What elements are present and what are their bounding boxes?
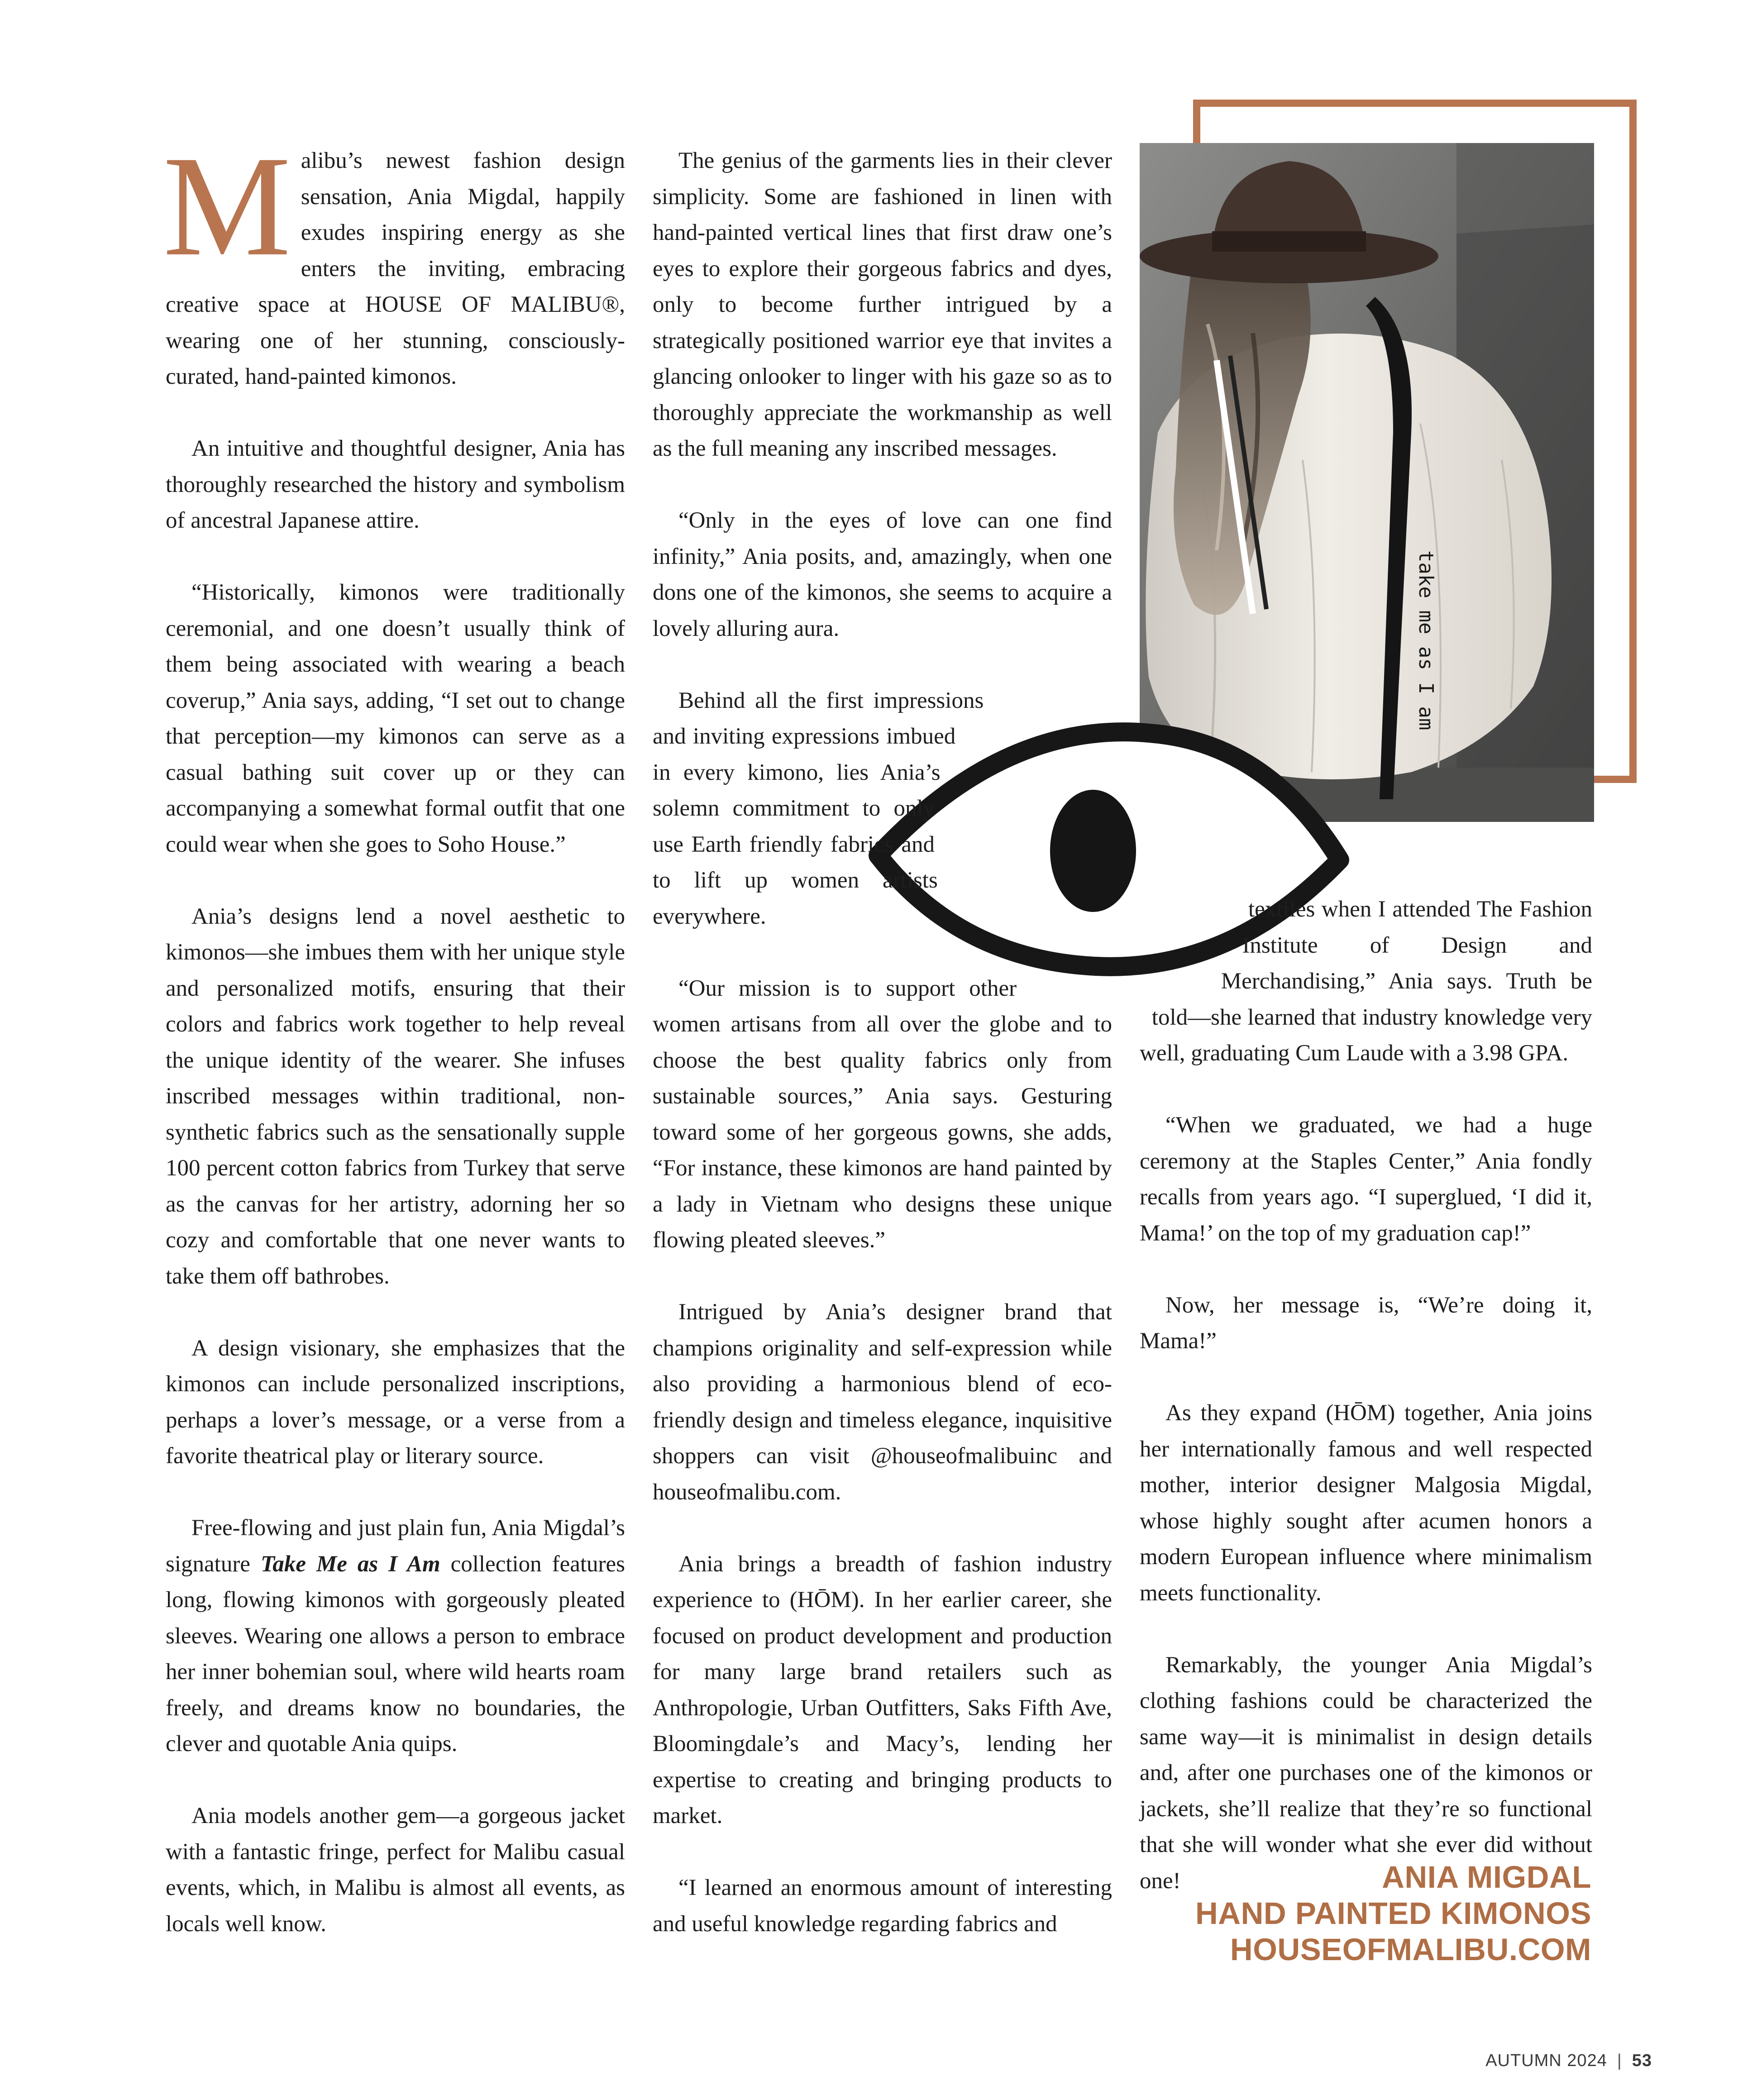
article-column-3 bbox=[1140, 892, 1592, 1935]
drop-cap: M bbox=[163, 126, 291, 286]
lead-paragraph: Malibu’s newest fashion design sensation, Ania Migdal, happily exudes inspiring energy as she enters the inviting, embracing creative space at HOUSE OF MALIBU®, wearing one of her stunning, consciously-curated, hand-painted kimonos. bbox=[163, 126, 625, 389]
paragraph: An intuitive and thoughtful designer, Ania has thoroughly researched the history and symbolism of ancestral Japanese attire. bbox=[166, 436, 625, 533]
paragraph: Behind all the first impressions and inviting expressions imbued in every kimono, lies Ania’s solemn commitment to only use Earth friendly fabrics and to lift up women artists everywhere. bbox=[653, 687, 984, 929]
paragraph: Remarkably, the younger Ania Migdal’s clothing fashions could be characterized the same way—it is minimalist in design details and, after one purchases one of the kimonos or jackets, she’ll realize that they’re so functional that she will wonder what she ever did without one! bbox=[1140, 1652, 1592, 1894]
page-number: 53 bbox=[1632, 2051, 1652, 2070]
paragraph: “When we graduated, we had a huge ceremony at the Staples Center,” Ania fondly recalls from years ago. “I superglued, ‘I did it, Mama!’ on the top of my graduation cap!” bbox=[1140, 1112, 1592, 1246]
paragraph: Ania brings a breadth of fashion industry experience to (HŌM). In her earlier career, she focused on product development and production for many large brand retailers such as Anthropologie, Urban Outfitters, Saks Fifth Ave, Bloomingdale’s and Macy’s, lending her expertise to creating and bringing products to market. bbox=[653, 1551, 1112, 1828]
paragraph: A design visionary, she emphasizes that the kimonos can include personalized inscriptions, perhaps a lover’s message, or a verse from a favorite theatrical play or literary source. bbox=[166, 1335, 625, 1469]
issue-label: AUTUMN 2024 bbox=[1485, 2051, 1607, 2070]
paragraph: “Only in the eyes of love can one find infinity,” Ania posits, and, amazingly, when one dons one of the kimonos, she seems to acquire a lovely alluring aura. bbox=[653, 508, 1112, 641]
credit-website: HOUSEOFMALIBU.COM bbox=[1230, 1932, 1591, 1967]
paragraph: Free-flowing and just plain fun, Ania Migdal’s signature Take Me as I Am collection features long, flowing kimonos with gorgeously pleated sleeves. Wearing one allows a person to embrace her inner bohemian soul, where wild hearts roam freely, and dreams know no boundaries, the clever and quotable Ania quips. bbox=[166, 1515, 625, 1756]
paragraph: As they expand (HŌM) together, Ania joins her internationally famous and well respected mother, interior designer Malgosia Migdal, whose highly sought after acumen honors a modern European influence where minimalism meets functionality. bbox=[1140, 1400, 1592, 1606]
footer-separator: | bbox=[1617, 2051, 1622, 2070]
collection-title: Take Me as I Am bbox=[260, 1551, 440, 1577]
credit-name: ANIA MIGDAL bbox=[1382, 1860, 1591, 1895]
designer-credit bbox=[1132, 1859, 1591, 1968]
paragraph: Intrigued by Ania’s designer brand that champions originality and self-expression while also providing a harmonious blend of eco-friendly design and timeless elegance, inquisitive shoppers can visit @houseofmalibuinc and houseofmalibu.com. bbox=[653, 1299, 1112, 1505]
credit-tagline: HAND PAINTED KIMONOS bbox=[1195, 1896, 1591, 1931]
paragraph: “Historically, kimonos were traditionally ceremonial, and one doesn’t usually think of them being associated with wearing a beach coverup,” Ania says, adding, “I set out to change that perception—my kimonos can serve as a casual bathing suit cover up or they can accompanying a somewhat formal outfit that one could wear when she goes to Soho House.” bbox=[166, 580, 625, 857]
paragraph: Now, her message is, “We’re doing it, Mama!” bbox=[1140, 1292, 1592, 1354]
paragraph: “I learned an enormous amount of interesting and useful knowledge regarding fabrics and bbox=[653, 1875, 1112, 1937]
page-footer bbox=[1485, 2051, 1652, 2071]
article-column-1 bbox=[163, 126, 625, 1978]
paragraph: textiles when I attended The Fashion Institute of Design and Merchandising,” Ania says. Truth be told—she learned that industry knowledge very well, graduating Cum Laude with a 3.98 GPA. bbox=[1140, 897, 1592, 1066]
paragraph: The genius of the garments lies in their clever simplicity. Some are fashioned in linen with hand-painted vertical lines that first draw one’s eyes to explore their gorgeous fabrics and dyes, only to become further intrigued by a strategically positioned warrior eye that invites a glancing onlooker to linger with his gaze so as to thoroughly appreciate the workmanship as well as the full meaning any inscribed messages. bbox=[653, 148, 1112, 461]
paragraph: Ania’s designs lend a novel aesthetic to kimonos—she imbues them with her unique style and personalized motifs, ensuring that their colors and fabrics work together to help reveal the unique identity of the wearer. She infuses inscribed messages within traditional, non-synthetic fabrics such as the sensationally supple 100 percent cotton fabrics from Turkey that serve as the canvas for her artistry, adorning her so cozy and comfortable that one never wants to take them off bathrobes. bbox=[166, 903, 625, 1289]
article-column-2 bbox=[653, 143, 1112, 1978]
garment-inscription: take me as I am bbox=[1414, 550, 1437, 730]
paragraph: Ania models another gem—a gorgeous jacket with a fantastic fringe, perfect for Malibu casual events, which, in Malibu is almost all events, as locals well know. bbox=[166, 1803, 625, 1937]
paragraph: “Our mission is to support other women artisans from all over the globe and to choose the best quality fabrics only from sustainable sources,” Ania says. Gesturing toward some of her gorgeous gowns, she adds, “For instance, these kimonos are hand painted by a lady in Vietnam who designs these unique flowing pleated sleeves.” bbox=[653, 975, 1112, 1253]
